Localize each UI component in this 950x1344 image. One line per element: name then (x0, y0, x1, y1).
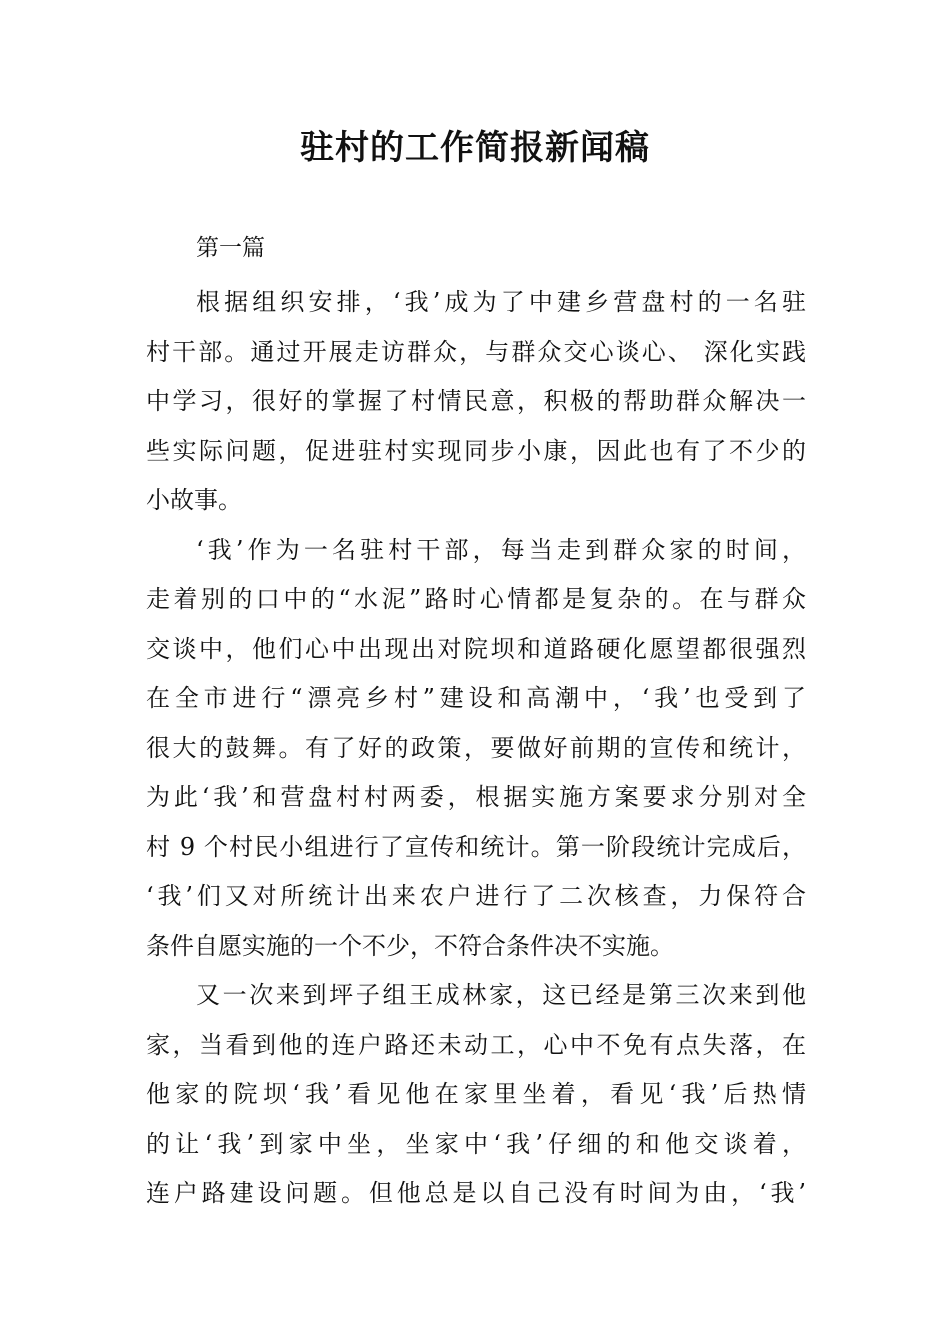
paragraph-2 (146, 526, 806, 972)
paragraph-line: 根据组织安排，‘我’成为了中建乡营盘村的一名驻 (196, 288, 806, 316)
paragraph-line: 村 9 个村民小组进行了宣传和统计。第一阶段统计完成后， (146, 832, 806, 861)
paragraph-line: 的让‘我’到家中坐，坐家中‘我’仔细的和他交谈着， (146, 1129, 806, 1158)
paragraph-line: 在全市进行“漂亮乡村”建设和高潮中，‘我’也受到了 (146, 684, 806, 712)
paragraph-line: ‘我’们又对所统计出来农户进行了二次核查，力保符合 (146, 882, 806, 910)
paragraph-1 (146, 278, 806, 526)
paragraph-line: 条件自愿实施的一个不少，不符合条件决不实施。 (146, 931, 674, 960)
paragraph-line: 连户路建设问题。但他总是以自己没有时间为由，‘我’ (146, 1179, 806, 1207)
paragraph-line: 又一次来到坪子组王成林家，这已经是第三次来到他 (196, 981, 806, 1009)
paragraph-line: 交谈中，他们心中出现出对院坝和道路硬化愿望都很强烈 (146, 634, 806, 663)
document-body (146, 278, 806, 1219)
paragraph-line: 走着别的口中的“水泥”路时心情都是复杂的。在与群众 (146, 585, 806, 613)
paragraph-line: ‘我’作为一名驻村干部，每当走到群众家的时间， (196, 535, 806, 564)
paragraph-line: 些实际问题，促进驻村实现同步小康，因此也有了不少的 (146, 436, 806, 465)
document-title: 驻村的工作简报新闻稿 (300, 128, 650, 168)
paragraph-line: 中学习，很好的掌握了村情民意，积极的帮助群众解决一 (146, 387, 806, 415)
paragraph-line: 小故事。 (146, 486, 242, 514)
paragraph-line: 家，当看到他的连户路还未动工，心中不免有点失落，在 (146, 1030, 806, 1059)
paragraph-line: 为此‘我’和营盘村村两委，根据实施方案要求分别对全 (146, 783, 806, 811)
paragraph-line: 村干部。通过开展走访群众，与群众交心谈心、 深化实践 (146, 337, 806, 366)
paragraph-line: 他家的院坝‘我’看见他在家里坐着，看见‘我’后热情 (146, 1080, 806, 1108)
section-label: 第一篇 (196, 235, 265, 261)
paragraph-3 (146, 971, 806, 1219)
paragraph-line: 很大的鼓舞。有了好的政策，要做好前期的宣传和统计， (146, 733, 806, 762)
